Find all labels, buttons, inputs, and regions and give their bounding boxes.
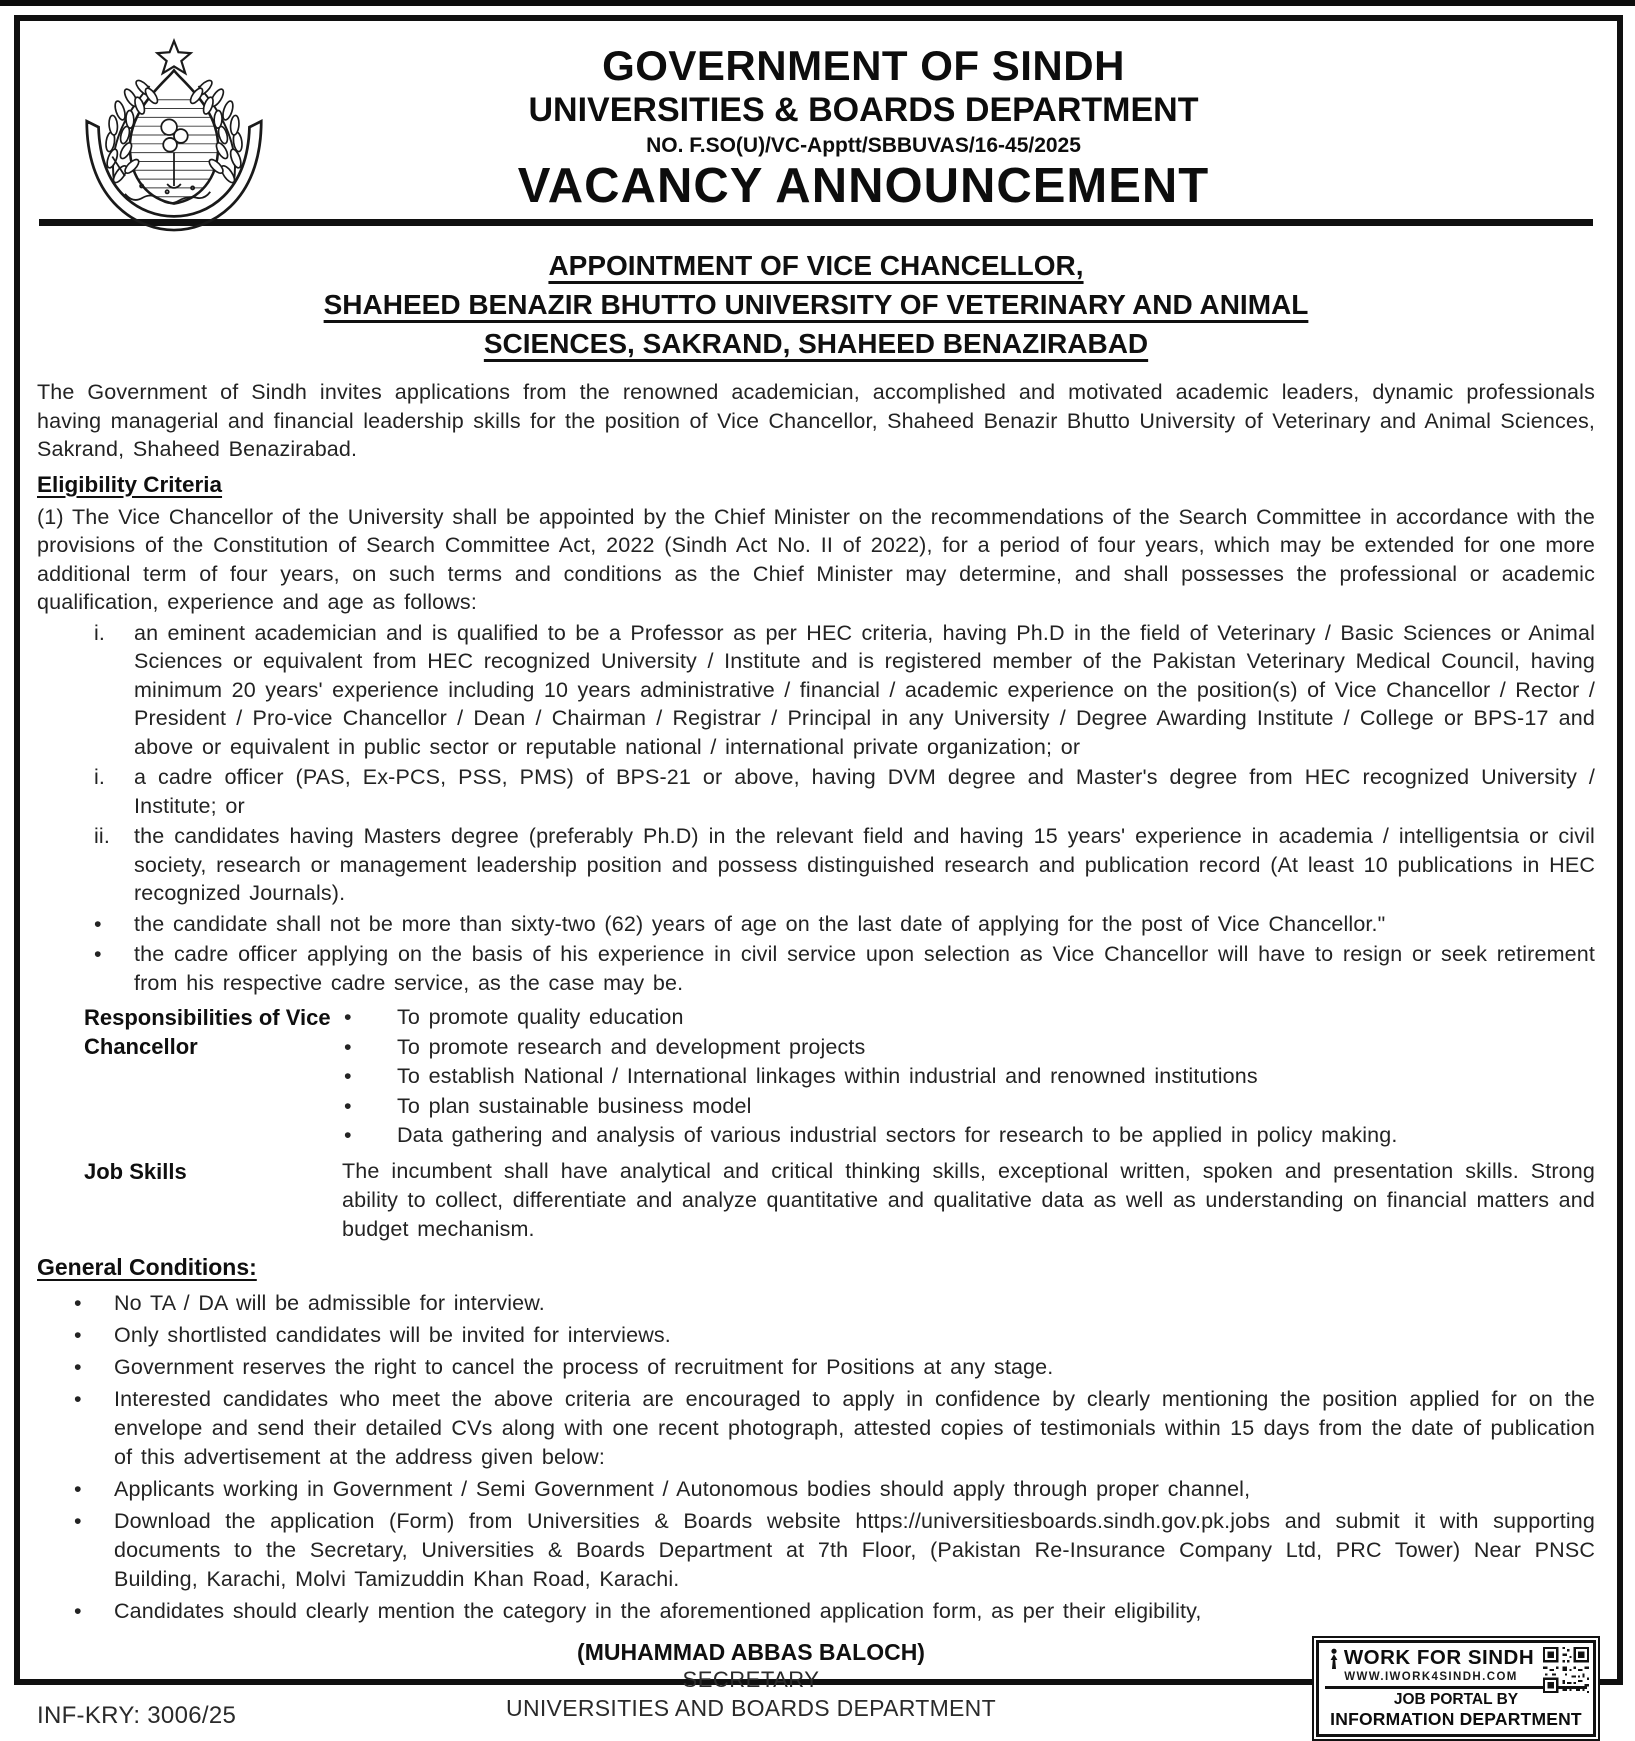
bullet-marker: • xyxy=(74,1476,82,1501)
bullet-item xyxy=(37,940,1595,997)
inf-number: INF-KRY: 3006/25 xyxy=(37,1701,237,1729)
qr-code-icon xyxy=(1543,1647,1589,1693)
portal-line-2: INFORMATION DEPARTMENT xyxy=(1330,1708,1582,1729)
general-conditions-heading: General Conditions: xyxy=(37,1253,257,1280)
item-text: the candidates having Masters degree (preferably Ph.D) in the relevant field and having 15 years' experience in academia / intelligentsia or civil society, research or management leadership position and possess distinguished research and publication record (At least 10 publications in HEC recognized Journals). xyxy=(134,824,1595,905)
intro-paragraph: The Government of Sindh invites applications from the renowned academician, accomplished and motivated academic leaders, dynamic professionals having managerial and financial leadership skills for the position of Vice Chancellor, Shaheed Benazir Bhutto University of Veterinary and Animal Sciences, Sakrand, Shaheed Benazirabad. xyxy=(37,380,1595,461)
bullet-marker: • xyxy=(74,1290,82,1315)
eligibility-clause: (1) The Vice Chancellor of the University shall be appointed by the Chief Minister on the recommendations of the Search Committee in accordance with the provisions of the Constitution of Search Committee Act, 2022 (Sindh Act No. II of 2022), for a period of four years, which may be extended for one more additional term of four years, on such terms and conditions as the Chief Minister may determine, and shall possesses the professional or academic qualification, experience and age as follows: xyxy=(37,504,1595,614)
general-conditions-list xyxy=(37,1289,1595,1626)
condition-text: Candidates should clearly mention the category in the aforementioned application form, as per their eligibility, xyxy=(114,1598,1202,1623)
government-title: GOVERNMENT OF SINDH xyxy=(602,42,1125,89)
bullet-marker: • xyxy=(94,942,102,966)
item-text: a cadre officer (PAS, Ex-PCS, PSS, PMS) of BPS-21 or above, having DVM degree and Master's degree from HEC recognized University / Institute; or xyxy=(134,765,1595,818)
bullet-marker: • xyxy=(344,1064,352,1088)
eligibility-heading: Eligibility Criteria xyxy=(37,471,223,497)
signature-title: SECRETARY xyxy=(682,1666,820,1692)
appointment-title xyxy=(37,246,1595,363)
eligibility-bullet-list xyxy=(37,910,1595,998)
condition-text: Government reserves the right to cancel the process of recruitment for Positions at any stage. xyxy=(114,1354,1054,1379)
condition-item xyxy=(37,1475,1595,1504)
signature-name: (MUHAMMAD ABBAS BALOCH) xyxy=(577,1638,925,1665)
condition-item xyxy=(37,1289,1595,1318)
bullet-marker: • xyxy=(344,1034,352,1059)
condition-text: No TA / DA will be admissible for interview. xyxy=(114,1290,545,1315)
responsibility-text: To establish National / International linkages within industrial and renowned institutions xyxy=(397,1064,1258,1088)
bullet-marker: • xyxy=(74,1354,82,1379)
job-skills-text: The incumbent shall have analytical and critical thinking skills, exceptional written, spoken and presentation skills. Strong ability to collect, differentiate and analyze quantitative and qualitative data as well as understanding on financial matters and budget mechanism. xyxy=(342,1158,1595,1241)
bullet-marker: • xyxy=(74,1386,82,1411)
condition-text: Only shortlisted candidates will be invited for interviews. xyxy=(114,1322,671,1347)
portal-brand: WORK FOR SINDH xyxy=(1343,1646,1535,1669)
responsibility-text: To promote research and development projects xyxy=(397,1034,866,1059)
bullet-marker: • xyxy=(94,911,102,936)
condition-text: Download the application (Form) from Universities & Boards website https://universitiesboards.sindh.gov.pk.jobs and submit it with supporting documents to the Secretary, Universities & Boards Department at 7th Floor, (Pakistan Re-Insurance Company Ltd, PRC Tower) Near PNSC Building, Karachi, Molvi Tamizuddin Khan Road, Karachi. xyxy=(114,1508,1595,1591)
responsibility-item xyxy=(342,1062,1595,1092)
bullet-text: the candidate shall not be more than sixty-two (62) years of age on the last date of applying for the post of Vice Chancellor." xyxy=(134,911,1386,936)
condition-text: Interested candidates who meet the above criteria are encouraged to apply in confidence by clearly mentioning the position applied for on the envelope and send their detailed CVs along with one recent photograph, attested copies of testimonials within 15 days from the date of publication of this advertisement at the address given below: xyxy=(114,1386,1595,1469)
bullet-text: the cadre officer applying on the basis of his experience in civil service upon selection as Vice Chancellor will have to resign or seek retirement from his respective cadre service, as the case may be. xyxy=(134,942,1595,995)
job-skills-section xyxy=(37,1157,1595,1244)
responsibility-item xyxy=(342,1121,1595,1151)
numbered-item xyxy=(37,619,1595,762)
bullet-marker: • xyxy=(344,1093,352,1118)
numbered-item xyxy=(37,763,1595,820)
sindh-emblem-icon xyxy=(70,37,278,233)
item-text: an eminent academician and is qualified to be a Professor as per HEC criteria, having Ph.D in the field of Veterinary / Basic Sciences or Animal Sciences or equivalent from HEC recognized University / Institute and is registered member of the Pakistan Veterinary Medical Council, having minimum 20 years' experience including 10 years administrative / financial / academic experience on the position(s) of Vice Chancellor / Rector / President / Pro-vice Chancellor / Dean / Chairman / Registrar / Principal in any University / Degree Awarding Institute / College or BPS-17 and above or equivalent in public sector or reputable national / international private organization; or xyxy=(134,620,1595,759)
portal-website: WWW.IWORK4SINDH.COM xyxy=(1344,1671,1518,1683)
job-skills-label: Job Skills xyxy=(84,1158,187,1184)
bullet-marker: • xyxy=(344,1123,352,1147)
appointment-title-line-1: APPOINTMENT OF VICE CHANCELLOR, xyxy=(548,250,1084,281)
responsibility-text: To plan sustainable business model xyxy=(397,1093,752,1118)
responsibility-item xyxy=(342,1033,1595,1063)
bullet-marker: • xyxy=(74,1322,82,1347)
responsibilities-label: Responsibilities of Vice Chancellor xyxy=(84,1005,331,1059)
responsibilities-section xyxy=(37,1003,1595,1151)
vacancy-advertisement xyxy=(14,15,1623,1729)
condition-item xyxy=(37,1385,1595,1472)
responsibility-text: To promote quality education xyxy=(397,1005,684,1029)
eligibility-numbered-list xyxy=(37,619,1595,908)
bullet-marker: • xyxy=(344,1005,352,1029)
responsibilities-list xyxy=(342,1003,1595,1151)
vacancy-announcement-title: VACANCY ANNOUNCEMENT xyxy=(517,159,1210,213)
responsibility-text: Data gathering and analysis of various industrial sectors for research to be applied in policy making. xyxy=(397,1123,1398,1147)
department-title: UNIVERSITIES & BOARDS DEPARTMENT xyxy=(528,91,1199,129)
bullet-item xyxy=(37,910,1595,939)
numbered-item xyxy=(37,822,1595,908)
reference-number: NO. F.SO(U)/VC-Apptt/SBBUVAS/16-45/2025 xyxy=(646,134,1081,157)
condition-item xyxy=(37,1507,1595,1594)
responsibility-item xyxy=(342,1003,1595,1033)
portal-line-1: JOB PORTAL BY xyxy=(1393,1690,1519,1708)
appointment-title-line-3: SCIENCES, SAKRAND, SHAHEED BENAZIRABAD xyxy=(483,328,1149,359)
page-top-rule xyxy=(0,0,1635,6)
item-marker: i. xyxy=(94,620,106,645)
job-portal-box xyxy=(1312,1636,1600,1741)
signature-department: UNIVERSITIES AND BOARDS DEPARTMENT xyxy=(506,1694,996,1721)
condition-text: Applicants working in Government / Semi Government / Autonomous bodies should apply through proper channel, xyxy=(114,1476,1251,1501)
footer xyxy=(37,1638,1595,1738)
condition-item xyxy=(37,1321,1595,1350)
bullet-marker: • xyxy=(74,1508,82,1533)
bullet-marker: • xyxy=(74,1598,82,1623)
appointment-title-line-2: SHAHEED BENAZIR BHUTTO UNIVERSITY OF VETERINARY AND ANIMAL xyxy=(323,289,1309,320)
responsibility-item xyxy=(342,1092,1595,1122)
item-marker: i. xyxy=(94,765,106,789)
portal-brand-row xyxy=(1325,1646,1537,1670)
person-icon xyxy=(1328,1648,1340,1670)
item-marker: ii. xyxy=(94,824,110,848)
condition-item xyxy=(37,1353,1595,1382)
condition-item xyxy=(37,1597,1595,1626)
